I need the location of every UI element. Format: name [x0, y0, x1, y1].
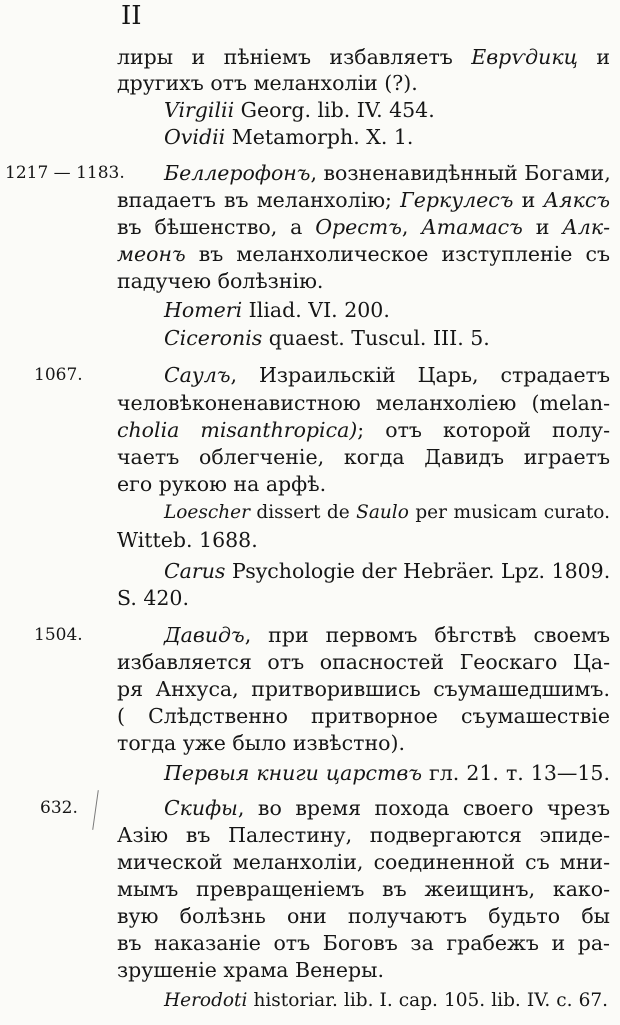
text-line: [117, 44, 610, 70]
italic-author: Loescher: [164, 502, 250, 523]
text-line: [117, 241, 610, 267]
text-span: гл. 21. т. 13—15.: [422, 761, 610, 785]
citation-line: [164, 988, 608, 1014]
text-line: избавляется отъ опасностей Геоскаго Ца-: [117, 650, 610, 674]
text-line: ( Слѣдственно притворное съумашествіе: [117, 704, 610, 728]
text-line: [164, 362, 610, 388]
italic-name: Еврѵдикц: [471, 45, 578, 69]
citation-line: S. 420.: [117, 586, 189, 610]
italic-title: Первыя книги царствъ: [164, 761, 423, 785]
citation-line: [164, 297, 610, 323]
italic-name: Атамасъ: [421, 215, 523, 239]
year-margin-note: 632.: [40, 798, 78, 818]
text-span: впадаетъ въ меланхолію;: [117, 188, 401, 212]
citation-line: [164, 500, 610, 526]
italic-name: Беллерофонъ: [164, 161, 311, 185]
text-span: , возненавидѣнный Богами,: [310, 161, 611, 185]
text-span: и: [577, 45, 611, 69]
italic-author: Herodoti: [164, 990, 248, 1011]
text-span: dissert de: [249, 502, 357, 523]
text-span: въ меланхолическое изступленіе съ: [185, 242, 610, 266]
text-span: Iliad. VI. 200.: [242, 298, 390, 322]
citation-line: [164, 760, 610, 786]
italic-name: Скифы: [164, 796, 238, 820]
text-line: чаетъ облегченіе, когда Давидъ играетъ: [117, 445, 610, 469]
italic-name: Орестъ: [315, 215, 402, 239]
text-line: падучею болѣзнію.: [117, 269, 324, 293]
text-line: Азію въ Палестину, подвергаются эпиде-: [117, 823, 610, 847]
year-margin-note: 1067.: [34, 365, 83, 385]
year-margin-note: 1217 — 1183.: [5, 163, 125, 183]
italic-author: Virgilii: [164, 98, 235, 122]
text-line: мымъ превращеніемъ въ жеищинъ, како-: [117, 877, 610, 901]
text-line: [164, 795, 610, 821]
text-span: и: [513, 188, 544, 212]
text-span: въ бѣшенство, а: [117, 215, 316, 239]
text-line: другихъ отъ меланхоліи (?).: [117, 71, 418, 95]
text-span: ; отъ которой полу-: [357, 418, 610, 442]
italic-author: Carus: [164, 559, 226, 583]
text-span: quaest. Tuscul. III. 5.: [262, 326, 490, 350]
italic-name: меонъ: [117, 242, 186, 266]
text-span: Metamorph. X. 1.: [225, 125, 414, 149]
italic-name: Геркулесъ: [400, 188, 514, 212]
text-line: человѣконенавистною меланхоліею (melan-: [117, 391, 610, 415]
text-span: ,: [401, 215, 422, 239]
citation-line: [164, 325, 610, 351]
text-span: и: [522, 215, 563, 239]
italic-author: Ovidii: [164, 125, 226, 149]
text-line: мической меланхоліи, соединенной съ мни-: [117, 850, 610, 874]
text-line: [117, 417, 610, 443]
text-line: зрушеніе храма Венеры.: [117, 958, 384, 982]
italic-name: Саулъ: [164, 363, 231, 387]
text-line: [164, 622, 610, 648]
italic-term: cholia misanthropica): [117, 418, 358, 442]
text-span: лиры и пѣніемъ избавляетъ: [117, 45, 472, 69]
text-span: , во время похода своего чрезъ: [237, 796, 610, 820]
margin-pencil-mark: [92, 790, 99, 830]
italic-author: Homeri: [164, 298, 243, 322]
citation-line: [164, 97, 610, 123]
italic-name: Давидъ: [164, 623, 245, 647]
text-line: тогда уже было извѣстно).: [117, 731, 405, 755]
text-line: въ наказаніе отъ Боговъ за грабежъ и ра-: [117, 931, 610, 955]
italic-title: Saulo: [356, 502, 409, 523]
text-line: ря Анхуса, притворившись съумашедшимъ.: [117, 677, 610, 701]
text-span: per musicam curato.: [408, 502, 611, 523]
year-margin-note: 1504.: [34, 625, 83, 645]
text-span: Georg. lib. IV. 454.: [234, 98, 435, 122]
text-span: Psychologie der Hebräer. Lpz. 1809.: [225, 559, 611, 583]
italic-author: Ciceronis: [164, 326, 263, 350]
italic-name: Алк-: [562, 215, 610, 239]
text-span: historiar. lib. I. cap. 105. lib. IV. c. 67.: [247, 990, 608, 1011]
text-line: [117, 214, 610, 240]
text-line: [117, 187, 610, 213]
citation-line: [164, 124, 610, 150]
page-number: II: [121, 1, 142, 31]
text-line: вую болѣзнь они получаютъ будьто бы: [117, 904, 610, 928]
text-line: [164, 160, 610, 186]
italic-name: Аяксъ: [543, 188, 610, 212]
text-span: , при первомъ бѣгствѣ своемъ: [244, 623, 610, 647]
citation-line: [164, 558, 610, 584]
text-line: его рукою на арфѣ.: [117, 472, 327, 496]
text-span: , Израильскій Царь, страдаетъ: [230, 363, 610, 387]
citation-line: Witteb. 1688.: [117, 528, 258, 552]
